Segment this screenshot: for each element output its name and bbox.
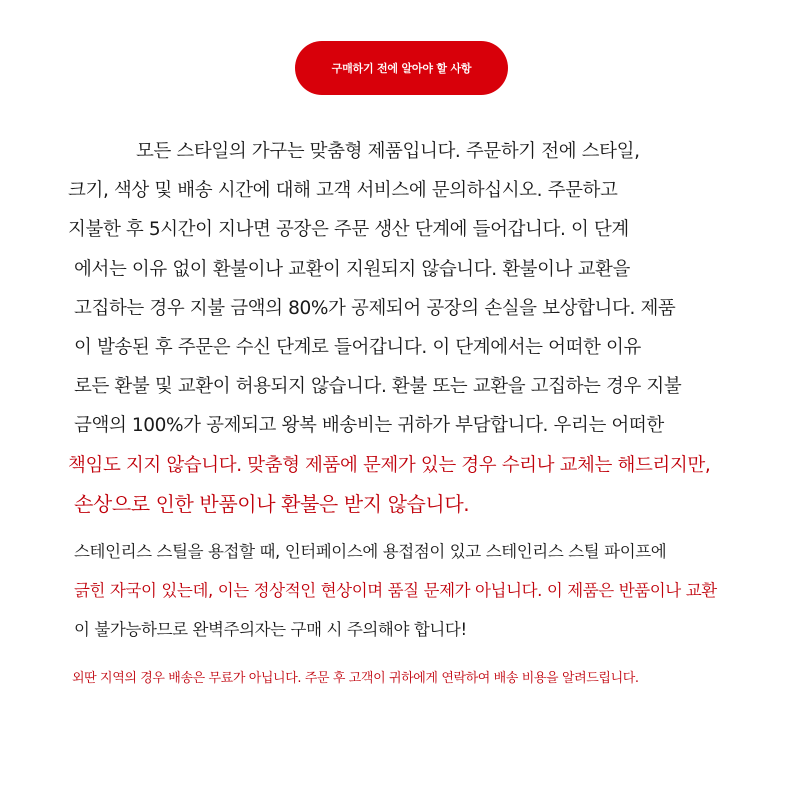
policy-line: 금액의 100%가 공제되고 왕복 배송비는 귀하가 부담합니다. 우리는 어떠한 [74,415,664,437]
policy-line: 지불한 후 5시간이 지나면 공장은 주문 생산 단계에 들어갑니다. 이 단계 [68,219,629,241]
shipping-note [68,668,738,690]
shipping-note-text: 외딴 지역의 경우 배송은 무료가 아닙니다. 주문 후 고객이 귀하에게 연락하여 배송 비용을 알려드립니다. [72,671,639,686]
policy-warning-line: 책임도 지지 않습니다. 맞춤형 제품에 문제가 있는 경우 수리나 교체는 해드리지만, [68,454,711,476]
policy-line: 모든 스타일의 가구는 맞춤형 제품입니다. 주문하기 전에 스타일, [136,141,640,162]
stainless-note-line: 스테인리스 스틸을 용접할 때, 인터페이스에 용접점이 있고 스테인리스 스틸 파이프에 [74,542,667,561]
stainless-note-line: 이 불가능하므로 완벽주의자는 구매 시 주의해야 합니다! [74,620,467,639]
refund-policy-paragraph [68,132,738,524]
policy-line: 고집하는 경우 지불 금액의 80%가 공제되어 공장의 손실을 보상합니다. 제품 [74,297,676,319]
policy-line: 이 발송된 후 주문은 수신 단계로 들어갑니다. 이 단계에서는 어떠한 이유 [74,337,641,359]
notice-badge [295,41,508,95]
policy-line: 로든 환불 및 교환이 허용되지 않습니다. 환불 또는 교환을 고집하는 경우 지불 [74,376,682,398]
stainless-note-warning: 긁힌 자국이 있는데, 이는 정상적인 현상이며 품질 문제가 아닙니다. 이 제품은 반품이나 교환 [74,581,717,600]
stainless-steel-note [68,532,738,649]
policy-warning-line: 손상으로 인한 반품이나 환불은 받지 않습니다. [74,491,470,516]
policy-line: 크기, 색상 및 배송 시간에 대해 고객 서비스에 문의하십시오. 주문하고 [68,180,618,202]
policy-line: 에서는 이유 없이 환불이나 교환이 지원되지 않습니다. 환불이나 교환을 [74,258,630,280]
notice-badge-label: 구매하기 전에 알아야 할 사항 [331,62,472,75]
